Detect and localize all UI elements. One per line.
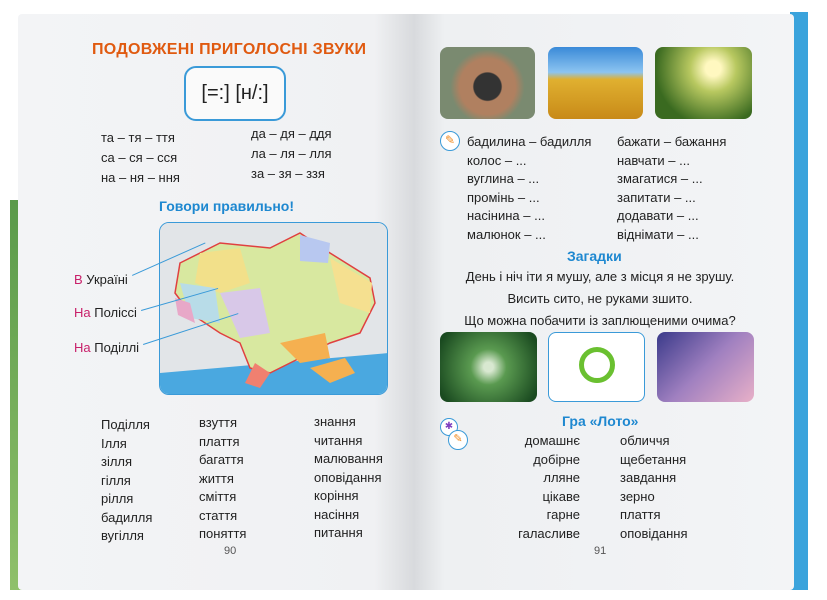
word: оповідання: [314, 469, 382, 485]
words-col2: [199, 414, 246, 544]
word: читання: [314, 432, 363, 448]
lotto-word: добірне: [533, 451, 580, 467]
syllable-row: за – зя – ззя: [251, 166, 325, 181]
word: взуття: [199, 415, 238, 430]
map-label: На Поліссі: [74, 305, 137, 320]
pair: віднімати – ...: [617, 226, 699, 242]
sleeping-girl-picture: [657, 332, 754, 402]
syllables-left: [101, 128, 180, 188]
word: стаття: [199, 507, 238, 523]
syllable-row: са – ся – сся: [101, 150, 178, 165]
lotto-word: зерно: [620, 488, 655, 504]
syllable-row: ла – ля – лля: [251, 146, 332, 161]
syllable-row: на – ня – ння: [101, 170, 180, 185]
pair: додавати – ...: [617, 208, 699, 223]
word: питання: [314, 525, 363, 540]
coal-photo: [440, 47, 535, 119]
word: багаття: [199, 452, 244, 467]
pairs-right: [617, 133, 726, 244]
game-left: [500, 432, 580, 543]
word: сміття: [199, 489, 237, 504]
speak-heading: Говори правильно!: [159, 198, 294, 214]
word: бадилля: [101, 509, 153, 525]
page-number: 91: [594, 545, 607, 557]
clock-icon: [579, 347, 615, 383]
words-col3: [314, 413, 383, 543]
word: плаття: [199, 433, 240, 449]
map-label: В Україні: [74, 272, 128, 287]
lotto-word: домашнє: [524, 433, 580, 448]
game-right: [620, 432, 688, 543]
spiderweb-photo: [440, 332, 537, 402]
word: Ілля: [101, 435, 127, 451]
sound-box: [=:] [н/:]: [184, 66, 286, 121]
wheat-photo: [548, 47, 643, 119]
pencil-icon: ✎: [440, 131, 460, 151]
word: знання: [314, 414, 356, 429]
pair: запитати – ...: [617, 189, 696, 205]
pair: вуглина – ...: [467, 171, 540, 186]
word: малювання: [314, 451, 383, 466]
words-col1: [101, 416, 152, 546]
syllables-right: [251, 124, 332, 184]
page-number: 90: [224, 545, 237, 557]
alarm-clock-picture: [548, 332, 645, 402]
map-label: На Поділлі: [74, 340, 140, 355]
pair: бадилина – бадилля: [467, 134, 592, 149]
syllable-row: да – дя – ддя: [251, 126, 332, 141]
riddles: [440, 266, 760, 332]
riddle: День і ніч іти я мушу, але з місця я не зрушу.: [465, 269, 735, 284]
pairs-left: [467, 133, 591, 244]
riddle: Що можна побачити із заплющеними очима?: [464, 313, 736, 328]
word: Поділля: [101, 417, 150, 432]
lotto-word: галасливе: [518, 525, 580, 541]
pair: насінина – ...: [467, 208, 545, 223]
pair: бажати – бажання: [617, 134, 727, 149]
word: вугілля: [101, 528, 144, 543]
lotto-word: щебетання: [620, 451, 687, 467]
pair: колос – ...: [467, 152, 527, 168]
word: коріння: [314, 488, 359, 503]
pair: промінь – ...: [467, 189, 540, 205]
lotto-word: лляне: [543, 470, 580, 485]
lotto-word: завдання: [620, 470, 677, 485]
word: життя: [199, 470, 234, 486]
game-icon: ✱ ✎: [440, 418, 470, 450]
map-image: [160, 223, 388, 395]
lotto-word: цікаве: [542, 488, 580, 504]
word: насіння: [314, 506, 360, 522]
riddle: Висить сито, не руками зшито.: [507, 291, 693, 306]
page-title: ПОДОВЖЕНІ ПРИГОЛОСНІ ЗВУКИ: [92, 41, 367, 58]
word: гілля: [101, 472, 131, 488]
syllable-row: та – тя – ття: [101, 130, 175, 145]
pair: змагатися – ...: [617, 171, 703, 186]
word: поняття: [199, 526, 247, 541]
pair: малюнок – ...: [467, 226, 546, 242]
game-heading: Гра «Лото»: [562, 413, 639, 429]
riddles-heading: Загадки: [567, 248, 622, 264]
word: зілля: [101, 454, 133, 469]
lotto-word: оповідання: [620, 525, 688, 541]
lotto-word: плаття: [620, 507, 661, 522]
pair: навчати – ...: [617, 152, 690, 168]
lotto-word: гарне: [546, 507, 580, 522]
word: рілля: [101, 491, 134, 506]
lotto-word: обличчя: [620, 433, 670, 448]
sun-rays-photo: [655, 47, 752, 119]
